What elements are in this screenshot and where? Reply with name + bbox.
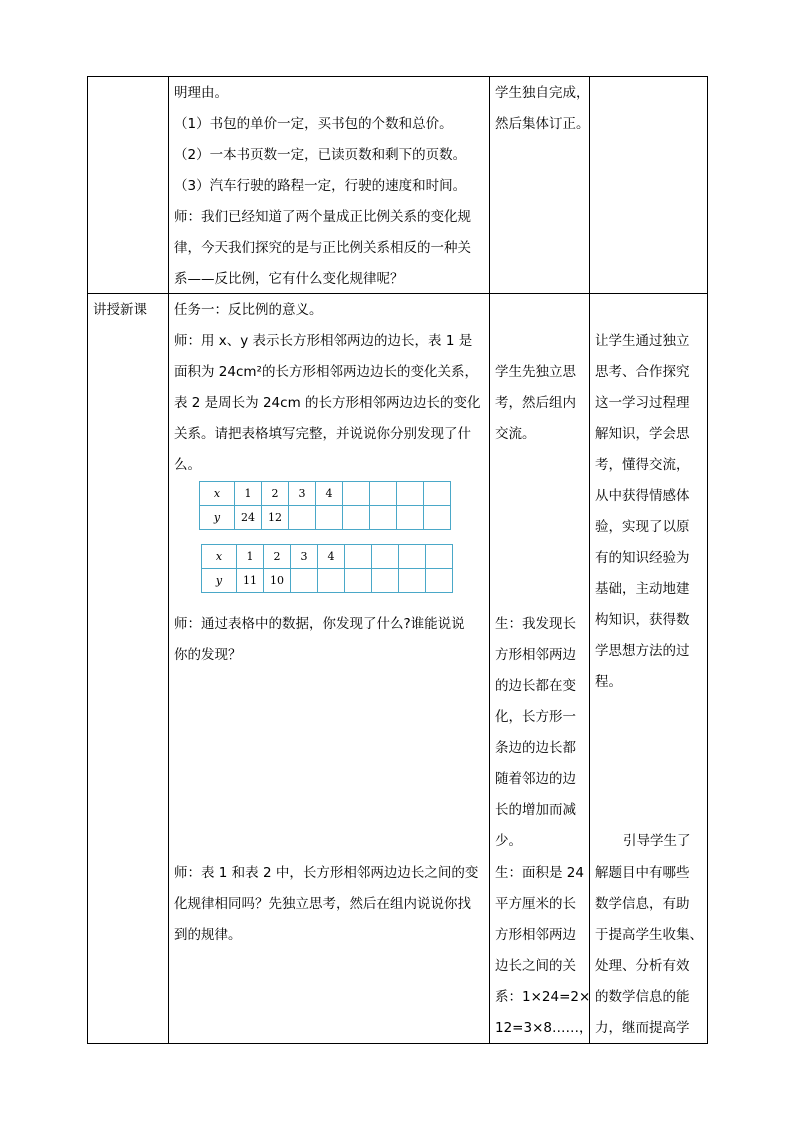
text-line: 系：1×24=2× [495, 989, 591, 1005]
text-line: 师：通过表格中的数据，你发现了什么?谁能说说 [174, 616, 465, 632]
text-line: 学生先独立思 [495, 364, 576, 380]
text-line: （1）书包的单价一定，买书包的个数和总价。 [174, 116, 453, 132]
text-line: 边长之间的关 [495, 958, 576, 974]
text-line: 面积为 24cm²的长方形相邻两边边长的变化关系， [174, 364, 478, 380]
table-cell: 2 [262, 482, 289, 506]
text-line: 考，懂得交流， [595, 457, 690, 473]
table-cell: x [200, 482, 235, 506]
table-cell: 1 [237, 545, 264, 569]
table-row [202, 569, 453, 593]
text-line: 考，然后组内 [495, 395, 576, 411]
text-line: 化，长方形一 [495, 709, 576, 725]
table-cell [343, 506, 370, 530]
text-line: 验，实现了以原 [595, 519, 690, 535]
table-cell [397, 506, 424, 530]
table-cell [426, 545, 453, 569]
table-cell [370, 482, 397, 506]
table-row [200, 506, 451, 530]
text-line: 让学生通过独立 [595, 333, 690, 349]
table-border-right [707, 76, 708, 1044]
text-line: 任务一：反比例的意义。 [174, 302, 323, 318]
text-line: 学生独自完成， [495, 85, 590, 101]
table-cell: 3 [291, 545, 318, 569]
table-cell [426, 569, 453, 593]
table-border-top [87, 76, 708, 77]
table-border-left [87, 76, 88, 1044]
table-cell [289, 506, 316, 530]
table-cell [316, 506, 343, 530]
table-cell: 12 [262, 506, 289, 530]
text-line: 平方厘米的长 [495, 896, 576, 912]
table-cell: 10 [264, 569, 291, 593]
text-line: 少。 [495, 833, 522, 849]
text-line: 师：我们已经知道了两个量成正比例关系的变化规 [174, 209, 471, 225]
text-line: 师：表 1 和表 2 中，长方形相邻两边边长之间的变 [174, 865, 479, 881]
text-line: 解题目中有哪些 [595, 865, 690, 881]
text-line: 交流。 [495, 426, 536, 442]
text-line: 程。 [595, 674, 622, 690]
text-line: 师：用 x、y 表示长方形相邻两边的边长，表 1 是 [174, 333, 473, 349]
text-line: 律，今天我们探究的是与正比例关系相反的一种关 [174, 240, 471, 256]
text-line: 从中获得情感体 [595, 488, 690, 504]
text-line: 关系。请把表格填写完整，并说说你分别发现了什 [174, 426, 471, 442]
text-line: 明理由。 [174, 85, 228, 101]
table-cell [399, 545, 426, 569]
table-cell [372, 569, 399, 593]
text-line: 解知识，学会思 [595, 426, 690, 442]
table-cell: 24 [235, 506, 262, 530]
table-cell [424, 506, 451, 530]
text-line: 化规律相同吗？先独立思考，然后在组内说说你找 [174, 896, 471, 912]
table-row [202, 545, 453, 569]
text-line: 条边的边长都 [495, 740, 576, 756]
text-line: 然后集体订正。 [495, 116, 590, 132]
text-line: 你的发现？ [174, 647, 242, 663]
text-line: 力，继而提高学 [595, 1020, 690, 1036]
table-cell [343, 482, 370, 506]
text-line: 基础，主动地建 [595, 581, 690, 597]
text-line: 方形相邻两边 [495, 647, 576, 663]
table-cell: 11 [237, 569, 264, 593]
text-line: 么。 [174, 457, 201, 473]
table-col-divider-1 [168, 76, 169, 1044]
table-cell: 3 [289, 482, 316, 506]
text-line: 引导学生了 [623, 833, 691, 849]
text-line: 到的规律。 [174, 927, 242, 943]
table-cell [345, 569, 372, 593]
stage-label: 讲授新课 [93, 302, 147, 318]
table-cell: 4 [316, 482, 343, 506]
table-cell [424, 482, 451, 506]
text-line: 系——反比例，它有什么变化规律呢？ [174, 271, 404, 287]
data-table-2 [201, 544, 453, 593]
text-line: 思考、合作探究 [595, 364, 690, 380]
text-line: 处理、分析有效 [595, 958, 690, 974]
text-line: （2）一本书页数一定，已读页数和剩下的页数。 [174, 147, 467, 163]
text-line: 构知识，获得数 [595, 612, 690, 628]
table-cell [345, 545, 372, 569]
table-cell: 2 [264, 545, 291, 569]
table-cell [399, 569, 426, 593]
table-cell [397, 482, 424, 506]
text-line: 12=3×8……， [495, 1020, 593, 1036]
text-line: 这一学习过程理 [595, 395, 690, 411]
text-line: 方形相邻两边 [495, 927, 576, 943]
table-cell [318, 569, 345, 593]
text-line: 的数学信息的能 [595, 989, 690, 1005]
text-line: 生：我发现长 [495, 616, 576, 632]
text-line: （3）汽车行驶的路程一定，行驶的速度和时间。 [174, 178, 467, 194]
text-line: 数学信息，有助 [595, 896, 690, 912]
table-cell [372, 545, 399, 569]
table-cell [370, 506, 397, 530]
text-line: 的边长都在变 [495, 678, 576, 694]
text-line: 长的增加而减 [495, 802, 576, 818]
table-cell: y [200, 506, 235, 530]
text-line: 于提高学生收集、 [595, 927, 703, 943]
table-cell: y [202, 569, 237, 593]
data-table-1 [199, 481, 451, 530]
table-cell: x [202, 545, 237, 569]
table-cell [291, 569, 318, 593]
table-col-divider-2 [489, 76, 490, 1044]
table-cell: 4 [318, 545, 345, 569]
table-cell: 1 [235, 482, 262, 506]
text-line: 随着邻边的边 [495, 771, 576, 787]
table-row [200, 482, 451, 506]
text-line: 表 2 是周长为 24cm 的长方形相邻两边边长的变化 [174, 395, 481, 411]
text-line: 学思想方法的过 [595, 643, 690, 659]
text-line: 生：面积是 24 [495, 865, 584, 881]
text-line: 有的知识经验为 [595, 550, 690, 566]
table-col-divider-3 [589, 76, 590, 1044]
